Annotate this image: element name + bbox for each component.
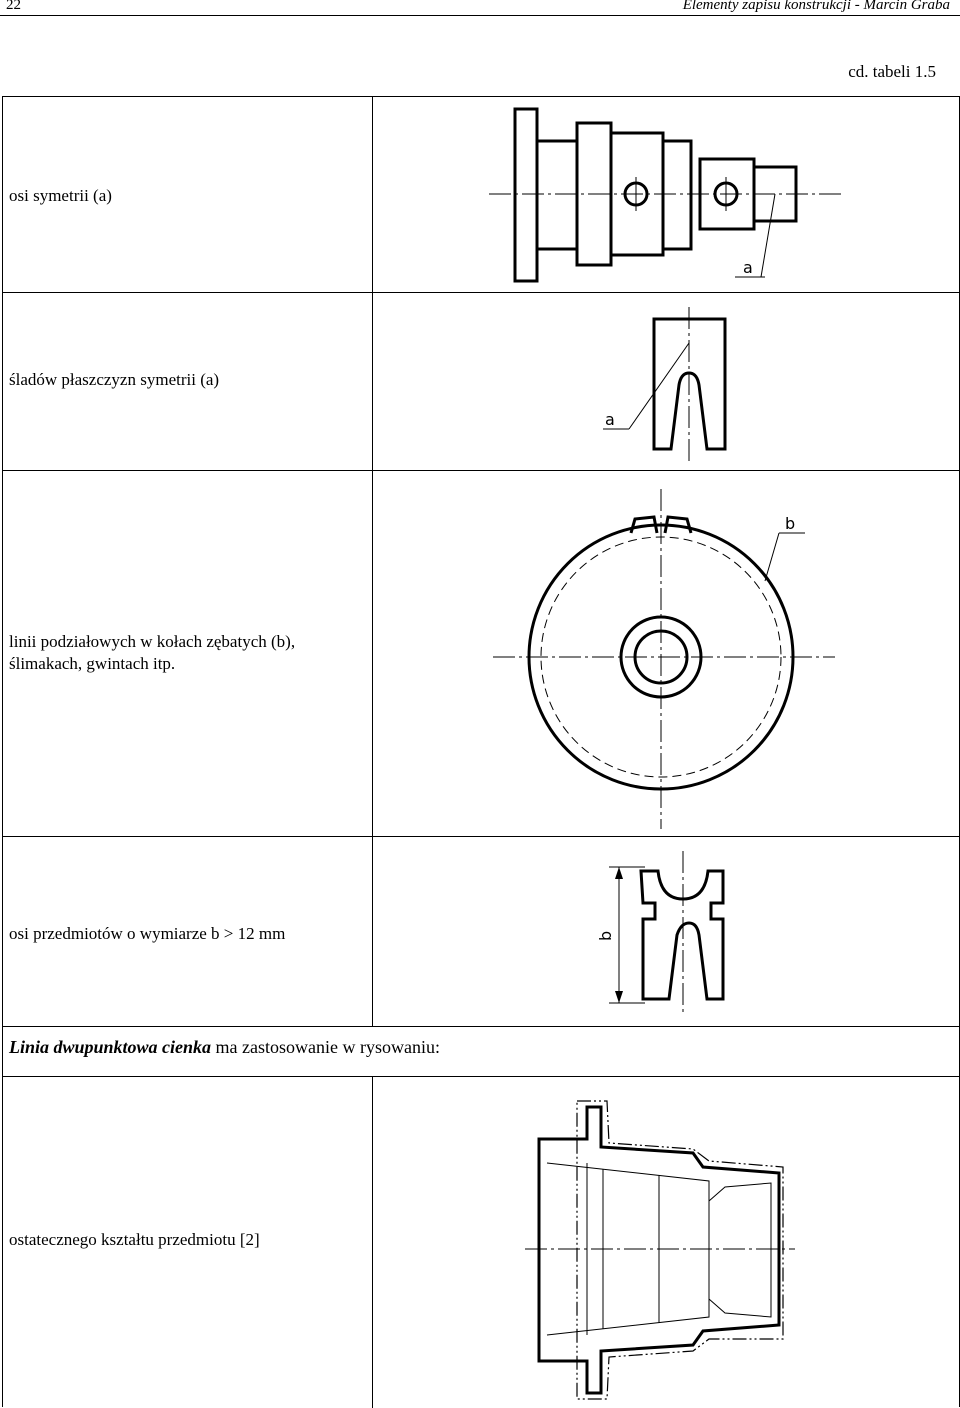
section-heading-emphasis: Linia dwupunktowa cienka <box>9 1037 212 1057</box>
running-title: Elementy zapisu konstrukcji - Marcin Graba <box>682 0 950 13</box>
row-description: ostatecznego kształtu przedmiotu [2] <box>9 1230 260 1249</box>
section-heading <box>9 1037 440 1058</box>
section-header-row <box>3 1026 959 1077</box>
drawing-label-a: a <box>605 410 615 429</box>
table-row <box>3 96 959 293</box>
row-description: śladów płaszczyzn symetrii (a) <box>9 370 220 389</box>
row-description: linii podziałowych w kołach zębatych (b), ślimakach, gwintach itp. <box>9 632 296 673</box>
table-row <box>3 1076 959 1408</box>
page-header <box>0 0 960 18</box>
table-row <box>3 836 959 1027</box>
fork-part-drawing <box>3 837 959 1027</box>
page-number: 22 <box>6 0 21 13</box>
shaft-drawing <box>3 97 959 293</box>
row-description: osi przedmiotów o wymiarze b > 12 mm <box>9 924 286 943</box>
header-rule <box>0 15 960 16</box>
table-row <box>3 292 959 471</box>
slotted-part-drawing <box>3 293 959 471</box>
table-row <box>3 470 959 837</box>
drawing-label-b: b <box>596 930 615 941</box>
drawing-label-a: a <box>743 258 753 277</box>
gear-drawing <box>3 471 959 837</box>
row-description: osi symetrii (a) <box>9 186 112 205</box>
section-heading-rest: ma zastosowanie w rysowaniu: <box>211 1037 440 1057</box>
line-types-table <box>2 96 960 1407</box>
table-continuation-label: cd. tabeli 1.5 <box>848 62 936 81</box>
drawing-label-b: b <box>785 514 796 533</box>
final-shape-drawing <box>3 1077 959 1408</box>
